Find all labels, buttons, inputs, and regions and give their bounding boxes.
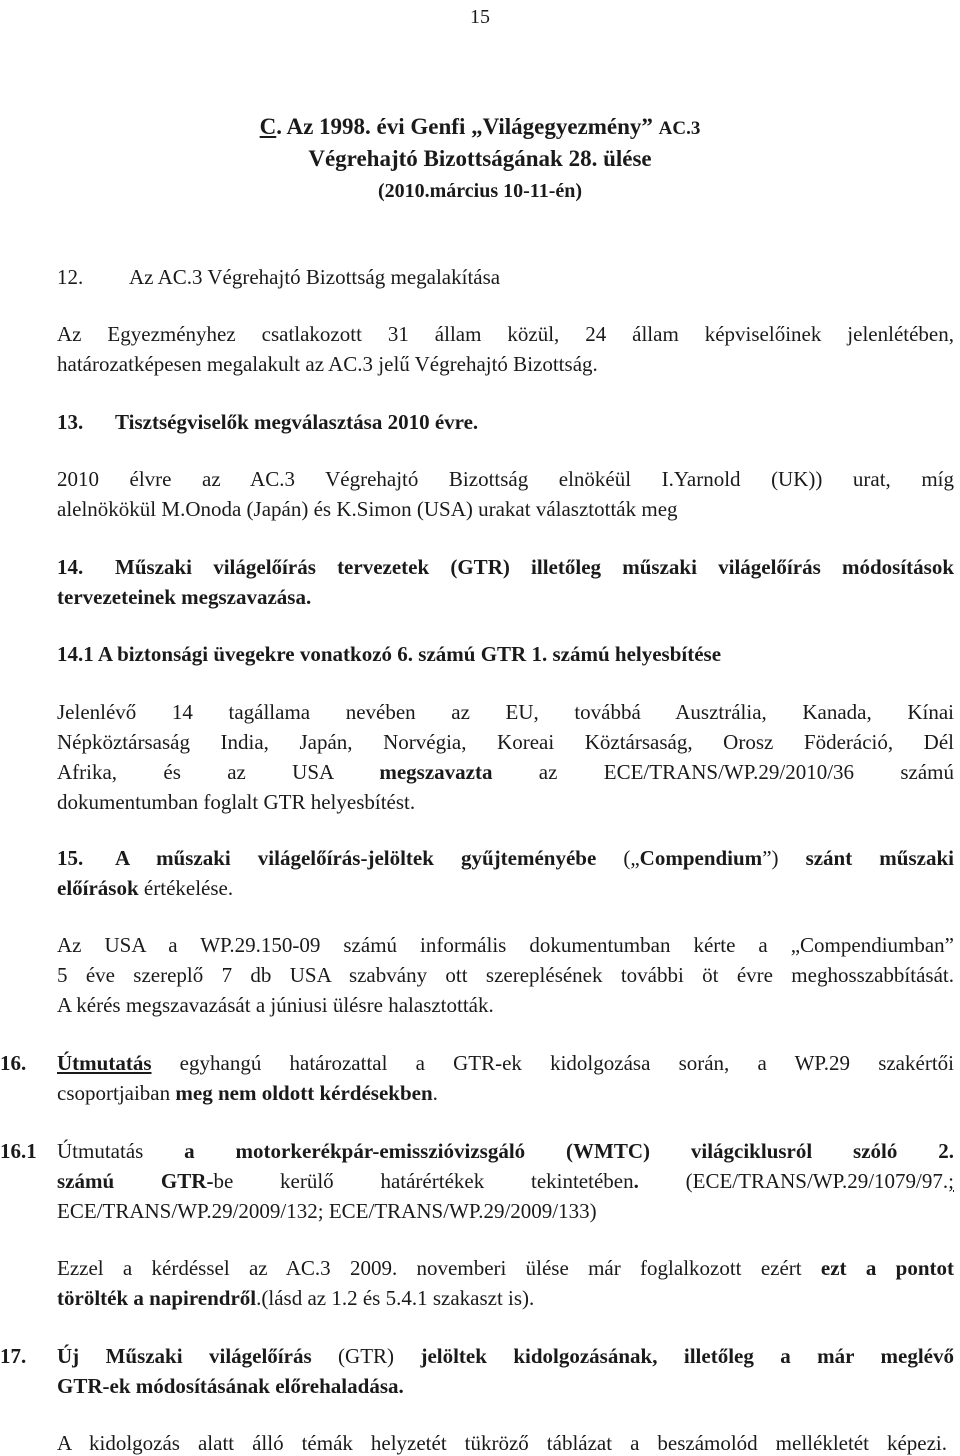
section-14-line-1: Jelenlévő 14 tagállama nevében az EU, továbbá Ausztrália, Kanada, Kínai — [57, 700, 954, 724]
section-16-1-p2-b: ezt a pontot — [820, 1256, 954, 1280]
section-15-h-c: Compendium — [639, 846, 763, 870]
section-16-1-number: 16.1 — [0, 1139, 37, 1163]
section-15-h2-a: előírások — [57, 876, 139, 900]
section-16-1-p2-c: törölték a napirendről — [57, 1286, 257, 1310]
section-13-heading: Tisztségviselők megválasztása 2010 évre. — [115, 410, 479, 434]
section-17-line-1 — [57, 1344, 954, 1369]
section-13-line-2: alelnökökül M.Onoda (Japán) és K.Simon (USA) urakat választották meg — [57, 497, 678, 521]
section-16-1-l2-c-dot: . — [633, 1169, 639, 1193]
section-17-l1-c: jelöltek kidolgozásának, illetőleg a már meglévő — [420, 1344, 954, 1368]
page-number: 15 — [470, 6, 490, 28]
section-17-number: 17. — [0, 1344, 27, 1368]
section-16-l2-b: meg nem oldott kérdésekben — [175, 1081, 433, 1105]
section-17-l1-a: Új Műszaki világelőírás — [57, 1344, 312, 1368]
section-16-1-l2-b: be kerülő határértékek tekintetében — [213, 1169, 634, 1193]
title-code: AC.3 — [658, 118, 701, 139]
section-16-l2-c: . — [432, 1081, 438, 1105]
section-14-heading-line-2: tervezeteinek megszavazása. — [57, 585, 312, 609]
section-13-line-1: 2010 élvre az AC.3 Végrehajtó Bizottság elnökéül I.Yarnold (UK)) urat, míg — [57, 467, 954, 491]
section-14-line-4: dokumentumban foglalt GTR helyesbítést. — [57, 790, 416, 814]
section-16-l2-a: csoportjaiban — [57, 1081, 176, 1105]
section-16-1-l2-c-rest: (ECE/TRANS/WP.29/1079/97. — [638, 1169, 949, 1193]
section-17-paragraph: A kidolgozás alatt álló témák helyzetét tükröző táblázat a beszámolód mellékletét képezi. — [57, 1431, 947, 1455]
title-line-3: (2010.március 10-11-én) — [377, 180, 583, 202]
section-12-line-1: Az Egyezményhez csatlakozott 31 állam közül, 24 állam képviselőinek jelenlétében, — [57, 322, 954, 346]
section-14-line-2: Népköztársaság India, Japán, Norvégia, Koreai Köztársaság, Orosz Föderáció, Dél — [57, 730, 954, 754]
section-16-number: 16. — [0, 1051, 27, 1075]
section-16-line-1 — [57, 1051, 954, 1076]
section-14-number: 14. — [57, 555, 84, 579]
title-line-1-text: . Az 1998. évi Genfi „Világegyezmény” — [276, 114, 659, 139]
section-16-1-l1-b: a motorkerékpár-emisszióvizsgáló (WMTC) világciklusról szóló 2. — [184, 1139, 954, 1163]
section-14-line-3-c: az ECE/TRANS/WP.29/2010/36 számú — [492, 760, 954, 784]
section-13-number: 13. — [57, 410, 84, 434]
section-16-1-line-2 — [57, 1169, 954, 1194]
section-15-heading-line-1 — [115, 846, 954, 871]
section-16-1-l2-a: számú GTR- — [57, 1169, 214, 1193]
section-16-1-line-3: ECE/TRANS/WP.29/2009/132; ECE/TRANS/WP.29/2009/133) — [57, 1199, 597, 1223]
section-16-l1-a: Útmutatás — [57, 1051, 152, 1075]
section-16-1-p2-a: Ezzel a kérdéssel az AC.3 2009. novemberi ülése már foglalkozott ezért — [57, 1256, 821, 1280]
section-14-line-3-b: megszavazta — [379, 760, 493, 784]
section-17-l1-b: (GTR) — [311, 1344, 421, 1368]
title-line-2: Végrehajtó Bizottságának 28. ülése — [308, 146, 652, 171]
title-prefix: C — [259, 114, 277, 139]
section-16-1-line-1 — [57, 1139, 954, 1164]
section-15-h-b: („ — [596, 846, 640, 870]
section-15-h-e: szánt műszaki — [805, 846, 954, 870]
section-15-h-d: ”) — [762, 846, 806, 870]
title-line-1 — [0, 114, 960, 140]
section-16-1-l1-a: Útmutatás — [57, 1139, 185, 1163]
section-14-1-heading: 14.1 A biztonsági üvegekre vonatkozó 6. számú GTR 1. számú helyesbítése — [57, 642, 722, 666]
section-15-line-1: Az USA a WP.29.150-09 számú informális dokumentumban kérte a „Compendiumban” — [57, 933, 954, 957]
section-12-heading: Az AC.3 Végrehajtó Bizottság megalakítása — [129, 265, 501, 289]
section-15-line-3: A kérés megszavazását a júniusi ülésre halasztották. — [57, 993, 494, 1017]
section-12-line-2: határozatképesen megalakult az AC.3 jelű Végrehajtó Bizottság. — [57, 352, 598, 376]
section-14-line-3 — [57, 760, 954, 785]
section-16-l1-b: egyhangú határozattal a GTR-ek kidolgozása során, a WP.29 szakértői — [151, 1051, 954, 1075]
section-16-1-l2-d: ; — [948, 1169, 954, 1193]
section-14-line-3-a: Afrika, és az USA — [57, 760, 380, 784]
section-15-line-2: 5 éve szereplő 7 db USA szabvány ott szereplésének további öt évre meghosszabbítását. — [57, 963, 954, 987]
section-15-h-a: A műszaki világelőírás-jelöltek gyűjteményébe — [115, 846, 597, 870]
section-16-1-p2-line-1 — [57, 1256, 954, 1281]
section-17-line-2: GTR-ek módosításának előrehaladása. — [57, 1374, 404, 1398]
section-12-number: 12. — [57, 265, 84, 289]
section-16-1-p2-d: .(lásd az 1.2 és 5.4.1 szakaszt is). — [256, 1286, 535, 1310]
section-14-heading-line-1: Műszaki világelőírás tervezetek (GTR) illetőleg műszaki világelőírás módosítások — [115, 555, 954, 579]
section-15-heading-line-2 — [57, 876, 233, 901]
section-15-h2-b: értékelése. — [138, 876, 234, 900]
section-15-number: 15. — [57, 846, 84, 870]
section-16-1-p2-line-2 — [57, 1286, 534, 1311]
section-16-line-2 — [57, 1081, 438, 1106]
